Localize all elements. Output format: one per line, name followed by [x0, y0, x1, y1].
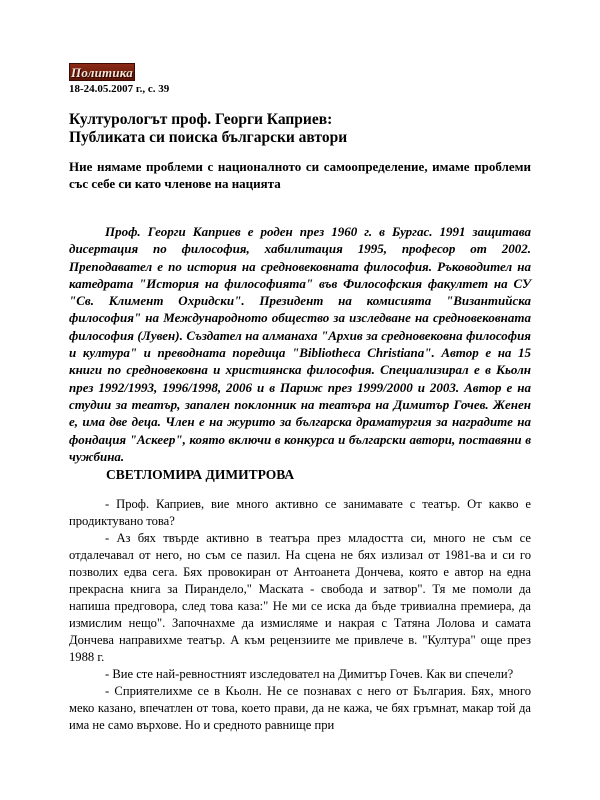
article-subtitle: Ние нямаме проблеми с националното си самоопределение, имаме проблеми със себе си като членове на нацията [69, 159, 531, 191]
interview-paragraph: - Аз бях твърде активно в театъра през младостта си, много не съм се отдалечавал от него, но съм се пазил. На сцена не бях излизал от 1981-ва и си го позволих едва сега. Бях провокиран от Антоанета Дончева, която е автор на една прекрасна книга за Пирандело," Маската - свобода и затвор". Тя ме помоли да напиша предговора, след това каза:" Не ми се иска да бъде тривиална премиера, да измислим нещо". Започнахме да измисляме и накрая с Татяна Лолова и самата Дончева направихме театър. А към рецензиите ме привлече в. "Култура" още през 1988 г. [69, 531, 531, 664]
title-line-1: Културологът проф. Георги Каприев: [69, 111, 333, 128]
interview-paragraph: - Сприятелихме се в Кьолн. Не се познавах с него от България. Бях, много меко казано, впечатлен от това, което прави, да не кажа, че бях гръмнат, макар той да има не само върхове. Но и средното равнище при [69, 684, 531, 732]
article-title [69, 111, 539, 147]
interview-paragraph: - Вие сте най-ревностният изследовател на Димитър Гочев. Как ви спечели? [105, 667, 514, 681]
byline-author: СВЕТЛОМИРА ДИМИТРОВА [106, 467, 295, 482]
masthead-logo-text: Политика [71, 64, 133, 80]
interview-body [69, 496, 531, 734]
dateline: 18-24.05.2007 г., с. 39 [69, 83, 170, 95]
interview-paragraph: - Проф. Каприев, вие много активно се занимавате с театър. От какво е продиктувано това? [69, 497, 531, 528]
author-bio-paragraph: Проф. Георги Каприев е роден през 1960 г. в Бургас. 1991 защитава дисертация по философия, хабилитация 1995, професор от 2002. Преподавател е по история на средновековната философия. Ръководител на катедрата "История на философията" във Философския факултет на СУ "Св. Климент Охридски". Президент на комисията "Византийска философия" на Международното общество за изследване на средновековната философия (Лувен). Създател на алманаха "Архив за средновековна философия и култура" и преводната поредица "Bibliotheca Christiana". Автор е на 15 книги по средновековна и християнска философия. Специализирал е в Кьолн през 1992/1993, 1996/1998, 2006 и в Париж през 1999/2000 и 2003. Автор е на студии за театър, запален поклонник на театъра на Димитър Гочев. Женен е, има две деца. Член е на журито за българска драматургия за наградите на фондация "Аскеер", която включи в конкурса и български автори, поставяни в чужбина. [69, 224, 531, 464]
masthead-logo [69, 63, 135, 81]
title-line-2: Публиката си поиска български автори [69, 129, 348, 146]
